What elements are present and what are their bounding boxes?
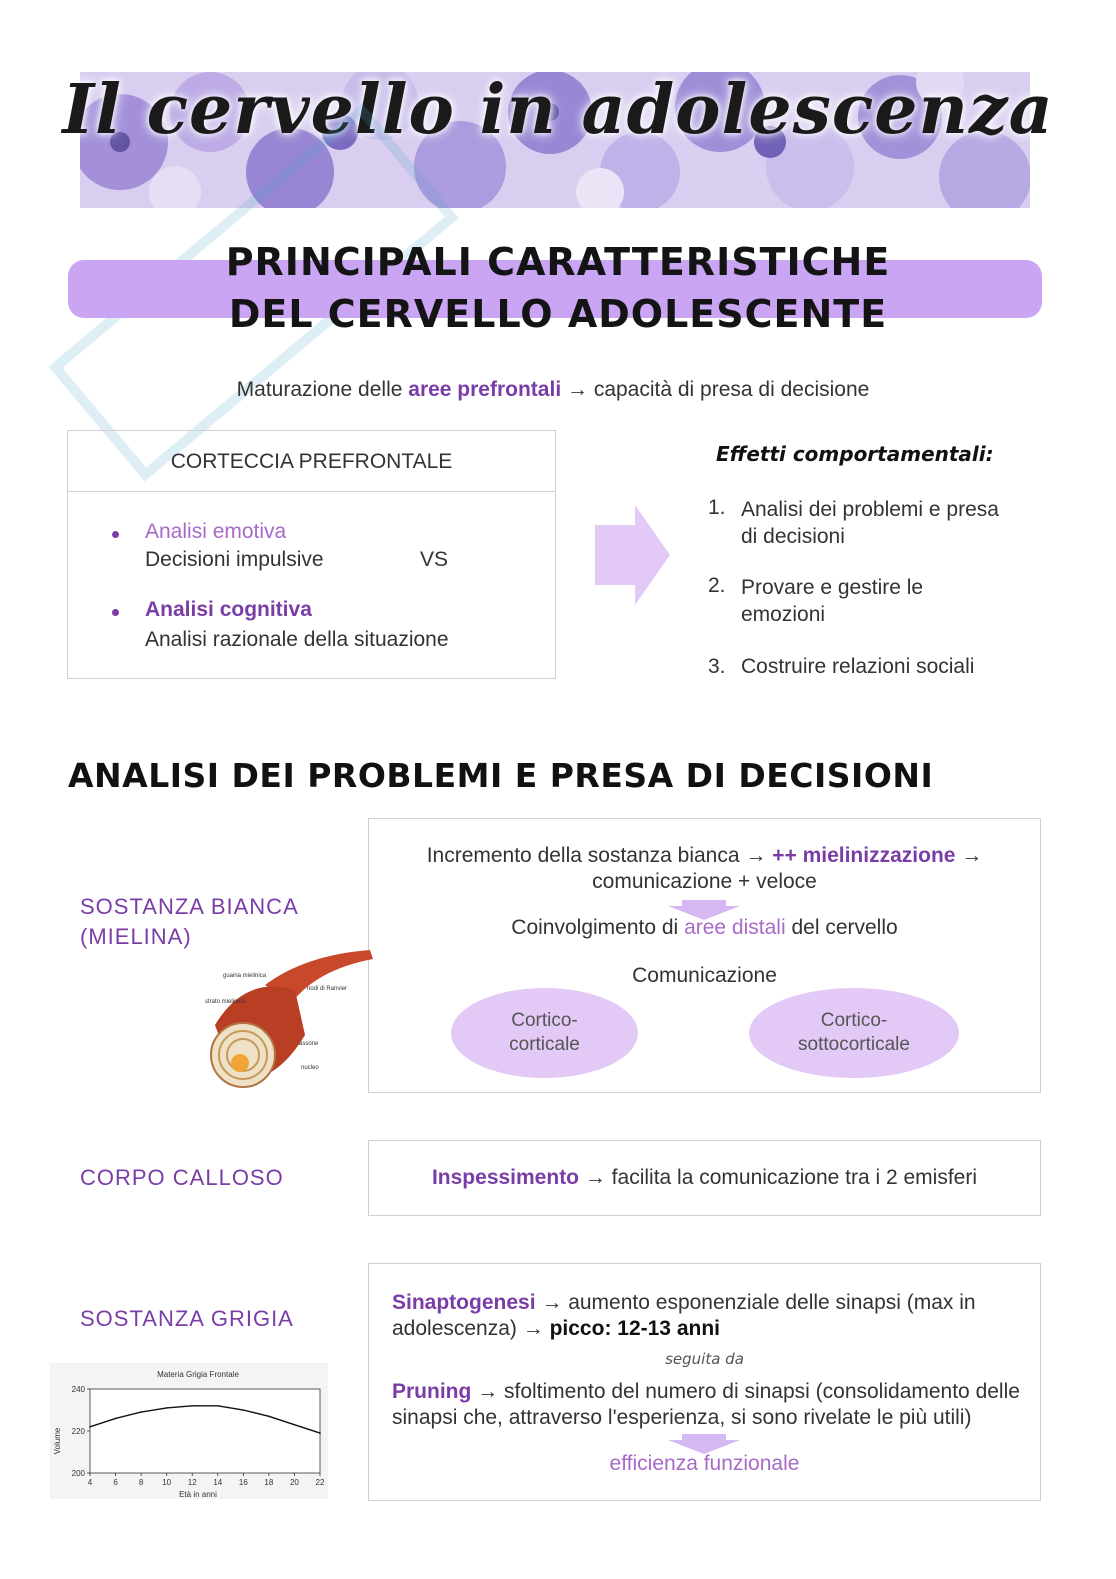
functional-efficiency-label: efficienza funzionale [609,1452,800,1475]
maturation-prefix: Maturazione delle [236,378,409,401]
impulsive-decisions: Decisioni impulsive [145,548,324,571]
data-point [89,1426,91,1428]
data-point [191,1405,193,1407]
chart-svg [50,1363,328,1499]
down-arrow-icon [668,1434,740,1454]
peak-label: picco: 12-13 anni [549,1317,720,1340]
distal-areas-highlight: aree distali [684,916,786,939]
synaptogenesis-highlight: Sinaptogenesi [392,1291,536,1314]
x-tick-label: 20 [289,1478,299,1487]
effect-item: Analisi dei problemi e presa di decisioni [741,498,999,548]
ellipse-label: Cortico-corticale [509,1010,580,1055]
bullet-icon [112,609,119,616]
effects-title: Effetti comportamentali: [716,442,994,466]
data-point [268,1416,270,1418]
x-tick-label: 18 [264,1478,274,1487]
pruning-text [392,1379,1032,1431]
image-label: guaina mielinica [223,973,267,979]
x-tick-label: 12 [187,1478,197,1487]
main-heading-line1: PRINCIPALI CARATTERISTICHE [225,240,891,284]
rational-analysis: Analisi razionale della situazione [145,628,449,651]
x-tick-label: 8 [138,1478,144,1487]
y-tick-label: 200 [71,1469,85,1478]
cc-text: → facilita la comunicazione tra i 2 emisferi [579,1166,978,1189]
data-point [166,1407,168,1409]
wm-line1-prefix: Incremento della sostanza bianca → [426,844,773,867]
myelinated-axon-image [195,945,375,1095]
pruning-body: → sfoltimento del numero di sinapsi (consolidamento delle sinapsi che, attraverso l'esperienza, si sono rivelate le più utili) [392,1380,1020,1429]
corpus-callosum-label: CORPO CALLOSO [80,1165,284,1190]
ellipse-label: Cortico-sottocorticale [798,1010,910,1055]
effect-item: Costruire relazioni sociali [741,655,975,678]
cortex-divider [67,491,556,492]
chart-xlabel: Età in anni [179,1490,217,1499]
wm-line3-prefix: Coinvolgimento di [511,916,685,939]
x-tick-label: 10 [162,1478,172,1487]
section-title: ANALISI DEI PROBLEMI E PRESA DI DECISIONI [68,756,934,795]
pruning-highlight: Pruning [392,1380,472,1403]
thickening-highlight: Inspessimento [431,1166,580,1189]
myelination-highlight: ++ mielinizzazione [772,844,956,867]
cortex-title: CORTECCIA PREFRONTALE [170,450,453,473]
y-tick-label: 240 [71,1385,85,1394]
cognitive-analysis: Analisi cognitiva [145,598,312,621]
right-arrow-icon [595,505,670,605]
wm-line1-suffix: → [955,844,983,867]
maturation-highlight: aree prefrontali [408,378,562,401]
y-tick-label: 220 [71,1427,85,1436]
cortico-subcortical-ellipse [749,988,959,1078]
x-tick-label: 4 [87,1478,93,1487]
x-tick-label: 14 [213,1478,223,1487]
white-matter-line3 [368,916,1041,940]
cortico-cortical-ellipse [451,988,638,1078]
data-point [319,1432,321,1434]
x-tick-label: 22 [315,1478,325,1487]
effect-item: Provare e gestire le emozioni [741,576,924,626]
corpus-callosum-text [368,1166,1041,1190]
communication-label: Comunicazione [632,964,777,987]
banner-title: Il cervello in adolescenza [62,70,1054,150]
main-heading-line2: DEL CERVELLO ADOLESCENTE [228,292,888,336]
white-matter-line1 [368,844,1041,868]
maturation-line [0,378,1106,402]
wm-line3-suffix: del cervello [785,916,898,939]
data-point [115,1418,117,1420]
image-label: nodi di Ranvier [307,986,348,992]
synaptogenesis-text [392,1290,1032,1342]
x-tick-label: 6 [113,1478,118,1487]
data-point [243,1409,245,1411]
chart-plot-area [90,1389,320,1473]
grey-matter-label: SOSTANZA GRIGIA [80,1306,294,1331]
data-point [294,1424,296,1426]
grey-matter-chart [50,1363,328,1499]
image-label: assone [299,1041,319,1047]
vs-label: VS [420,548,449,571]
effect-number: 3. [708,655,726,678]
effect-number: 2. [708,574,726,597]
synaptogenesis-body: → aumento esponenziale delle sinapsi (max in adolescenza) → [392,1291,976,1340]
data-point [217,1405,219,1407]
emotional-analysis: Analisi emotiva [145,520,287,543]
image-label: strato mielinico [205,999,246,1005]
followed-by-label: seguita da [665,1350,744,1368]
effect-number: 1. [708,496,726,519]
chart-ylabel: Volume [53,1427,62,1455]
maturation-suffix: → capacità di presa di decisione [561,378,870,401]
white-matter-label: SOSTANZA BIANCA (MIELINA) [80,894,298,949]
chart-title: Materia Grigia Frontale [157,1370,239,1379]
image-label: nucleo [301,1065,319,1071]
bullet-icon [112,531,119,538]
white-matter-line2: comunicazione + veloce [592,870,817,893]
data-point [140,1411,142,1413]
x-tick-label: 16 [238,1478,248,1487]
